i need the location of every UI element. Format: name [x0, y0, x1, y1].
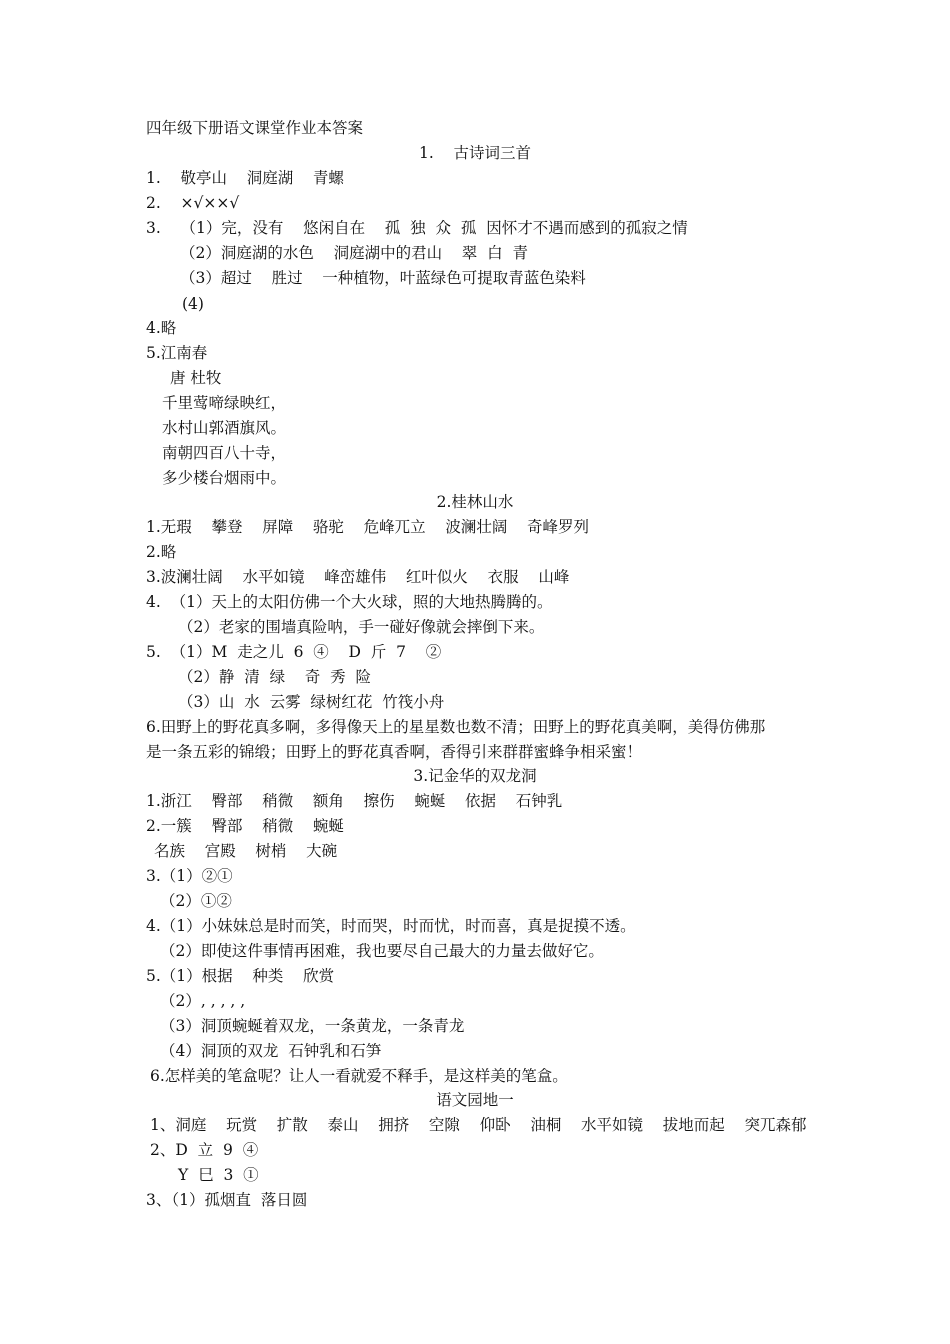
poem-line-4: 多少楼台烟雨中。 [162, 469, 287, 487]
l3-line-3: 名族 宫殿 树梢 大碗 [154, 842, 338, 860]
l2-line-6: 5. （1）M 走之儿 6 ④ D 斤 7 ② [146, 643, 442, 661]
l3-line-12: 6.怎样美的笔盒呢？让人一看就爱不释手，是这样美的笔盒。 [150, 1067, 568, 1085]
l2-line-5: （2）老家的围墙真险呐，手一碰好像就会摔倒下来。 [178, 618, 545, 636]
garden-line-4: 3、（1）孤烟直 落日圆 [146, 1191, 308, 1209]
l3-line-4: 3.（1）②① [146, 867, 233, 885]
lesson-1-heading: 1. 古诗词三首 [419, 144, 531, 162]
l3-line-9: （2）, , , , , [160, 992, 246, 1010]
l1-line-1: 1. 敬亭山 洞庭湖 青螺 [146, 169, 344, 187]
l3-line-5: （2）①② [160, 892, 232, 910]
l2-line-3: 3.波澜壮阔 水平如镜 峰峦雄伟 红叶似火 衣服 山峰 [146, 568, 570, 586]
l2-line-7: （2）静 清 绿 奇 秀 险 [178, 668, 371, 686]
l2-line-10: 是一条五彩的锦缎；田野上的野花真香啊，香得引来群群蜜蜂争相采蜜！ [146, 743, 643, 761]
poem-author: 唐 杜牧 [170, 369, 222, 387]
l3-line-7: （2）即使这件事情再困难，我也要尽自己最大的力量去做好它。 [160, 942, 604, 960]
l1-line-8: 5.江南春 [146, 344, 208, 362]
l1-line-2: 2. ×√××√ [146, 194, 240, 212]
document-title: 四年级下册语文课堂作业本答案 [146, 119, 364, 137]
l1-line-3: 3. （1）完，没有 悠闲自在 孤 独 众 孤 因怀才不遇而感到的孤寂之情 [146, 219, 688, 237]
garden-line-2: 2、D 立 9 ④ [150, 1141, 259, 1159]
lesson-3-heading: 3.记金华的双龙洞 [413, 767, 537, 785]
l3-line-8: 5.（1）根据 种类 欣赏 [146, 967, 335, 985]
poem-line-3: 南朝四百八十寺， [162, 444, 287, 462]
l1-line-7: 4.略 [146, 319, 177, 337]
l3-line-6: 4.（1）小妹妹总是时而笑，时而哭，时而忧，时而喜，真是捉摸不透。 [146, 917, 636, 935]
garden-line-3: Y 巳 3 ① [178, 1166, 259, 1184]
l3-line-10: （3）洞顶蜿蜒着双龙，一条黄龙，一条青龙 [160, 1017, 465, 1035]
l3-line-2: 2.一簇 臀部 稍微 蜿蜒 [146, 817, 344, 835]
lesson-2-heading: 2.桂林山水 [436, 493, 514, 511]
garden-line-1: 1、洞庭 玩赏 扩散 泰山 拥挤 空隙 仰卧 油桐 水平如镜 拔地而起 突兀森郁 [150, 1116, 807, 1134]
poem-line-2: 水村山郭酒旗风。 [162, 419, 287, 437]
l2-line-9: 6.田野上的野花真多啊，多得像天上的星星数也数不清；田野上的野花真美啊，美得仿佛那 [146, 718, 766, 736]
l2-line-4: 4. （1）天上的太阳仿佛一个大火球，照的大地热腾腾的。 [146, 593, 553, 611]
poem-line-1: 千里莺啼绿映红， [162, 394, 287, 412]
garden-heading: 语文园地一 [436, 1091, 514, 1109]
l2-line-8: （3）山 水 云雾 绿树红花 竹筏小舟 [178, 693, 445, 711]
l3-line-11: （4）洞顶的双龙 石钟乳和石笋 [160, 1042, 382, 1060]
l2-line-1: 1.无瑕 攀登 屏障 骆驼 危峰兀立 波澜壮阔 奇峰罗列 [146, 518, 590, 536]
l2-line-2: 2.略 [146, 543, 177, 561]
l1-line-4: （2）洞庭湖的水色 洞庭湖中的君山 翠 白 青 [180, 244, 528, 262]
l1-line-5: （3）超过 胜过 一种植物，叶蓝绿色可提取青蓝色染料 [180, 269, 586, 287]
l1-line-6: (4) [182, 295, 204, 313]
l3-line-1: 1.浙江 臀部 稍微 额角 擦伤 蜿蜒 依据 石钟乳 [146, 792, 563, 810]
